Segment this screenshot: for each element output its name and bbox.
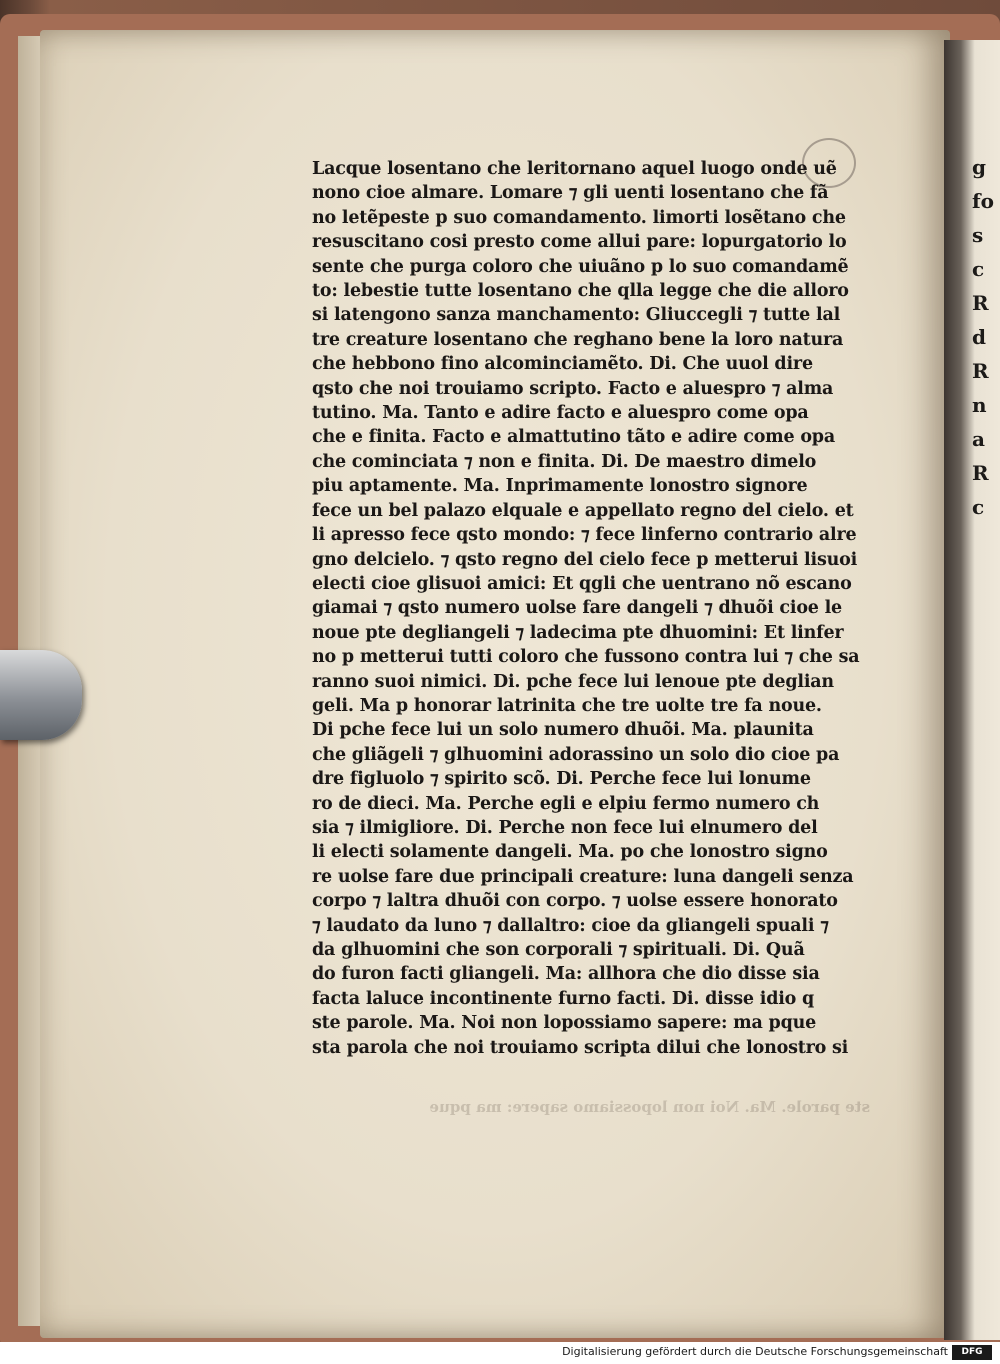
bleed-through-text <box>330 1096 870 1118</box>
text-line: re uolse fare due principali creature: luna dangeli senza <box>312 866 854 887</box>
dfg-logo: DFG <box>952 1345 992 1360</box>
footer-bar <box>0 1342 1000 1364</box>
fragment-line: c <box>972 257 985 281</box>
text-line: gno delcielo. ⁊ qsto regno del cielo fece p metterui lisuoi <box>312 549 858 570</box>
text-line: ro de dieci. Ma. Perche egli e elpiu fermo numero ch <box>312 793 820 814</box>
text-line: che cominciata ⁊ non e finita. Di. De maestro dimelo <box>312 451 817 472</box>
text-line: li apresso fece qsto mondo: ⁊ fece linferno contrario alre <box>312 525 857 546</box>
text-line: sente che purga coloro che uiuãno p lo suo comandamẽ <box>312 256 849 277</box>
text-line: corpo ⁊ laltra dhuõi con corpo. ⁊ uolse essere honorato <box>312 891 838 912</box>
fragment-line: d <box>972 325 986 349</box>
text-line: dre figluolo ⁊ spirito scõ. Di. Perche fece lui lonume <box>312 769 811 790</box>
text-line: Di pche fece lui un solo numero dhuõi. Ma. plaunita <box>312 720 814 741</box>
fragment-line: c <box>972 495 985 519</box>
text-line: do furon facti gliangeli. Ma: allhora che dio disse sia <box>312 964 820 985</box>
text-line: tre creature losentano che reghano bene la loro natura <box>312 329 844 350</box>
text-line: che gliãgeli ⁊ glhuomini adorassino un solo dio cioe pa <box>312 744 840 765</box>
text-line: resuscitano cosi presto come allui pare: lopurgatorio lo <box>312 232 847 253</box>
text-line: no p metterui tutti coloro che fussono contra lui ⁊ che sa <box>312 647 860 668</box>
text-line: geli. Ma p honorar latrinita che tre uolte tre fa noue. <box>312 695 822 716</box>
fragment-line: R <box>972 461 989 485</box>
text-line: no letẽpeste p suo comandamento. limorti losẽtano che <box>312 207 846 228</box>
text-line: piu aptamente. Ma. Inprimamente lonostro signore <box>312 476 808 497</box>
fragment-line: R <box>972 291 989 315</box>
text-line: si latengono sanza manchamento: Gliucceglі ⁊ tutte lal <box>312 305 841 326</box>
bleed-line: ste parole. Ma. Noi non lopossiamo sapere: ma pque <box>429 1098 870 1116</box>
text-line: qsto che noi trouiamo scripto. Facto e aluespro ⁊ alma <box>312 378 834 399</box>
text-line: giamai ⁊ qsto numero uolse fare dangeli ⁊ dhuõi cioe le <box>312 598 842 619</box>
text-line: Lacque losentano che leritornano aquel luogo onde uẽ <box>312 159 837 179</box>
blackletter-text-block <box>312 157 872 1060</box>
text-line: fece un bel palazo elquale e appellato regno del cielo. et <box>312 500 854 521</box>
text-line: li electi solamente dangeli. Ma. po che lonostro signo <box>312 842 828 863</box>
fragment-line: n <box>972 393 987 417</box>
text-line: noue pte degliangeli ⁊ ladecima pte dhuomini: Et linfer <box>312 622 844 643</box>
text-line: nono cioe almare. Lomare ⁊ gli uenti losentano che fã <box>312 183 829 204</box>
text-line: ⁊ laudato da luno ⁊ dallaltro: cioe da gliangeli spuali ⁊ <box>312 915 829 936</box>
text-line: che hebbono fino alcominciamẽto. Di. Che uuol dire <box>312 354 813 375</box>
next-page-fragments <box>972 150 998 524</box>
page-clip <box>0 650 82 740</box>
fragment-line: R <box>972 359 989 383</box>
text-line: electi cioe glisuoi amici: Et qgli che uentrano nõ escano <box>312 573 852 594</box>
text-line: che e finita. Facto e almattutino tãto e adire come opa <box>312 427 835 448</box>
text-line: facta laluce incontinente furno facti. Di. disse idio q <box>312 988 815 1009</box>
fragment-line: g <box>972 155 986 179</box>
text-line: da glhuomini che son corporali ⁊ spirituali. Di. Quã <box>312 940 805 960</box>
fragment-line: a <box>972 427 985 451</box>
fragment-line: s <box>972 223 984 247</box>
fragment-line: fo <box>972 189 994 213</box>
text-line: sta parola che noi trouiamo scripta dilui che lonostro si <box>312 1037 849 1058</box>
footer-credit: Digitalisierung gefördert durch die Deutsche Forschungsgemeinschaft <box>562 1345 948 1358</box>
text-line: ste parole. Ma. Noi non lopossiamo sapere: ma pque <box>312 1013 817 1034</box>
text-line: sia ⁊ ilmigliore. Di. Perche non fece lui elnumero del <box>312 817 818 838</box>
text-line: tutino. Ma. Tanto e adire facto e aluespro come opa <box>312 403 809 424</box>
text-line: to: lebestie tutte losentano che qlla legge che die alloro <box>312 281 849 302</box>
text-line: ranno suoi nimici. Di. pche fece lui lenoue pte deglian <box>312 671 834 692</box>
